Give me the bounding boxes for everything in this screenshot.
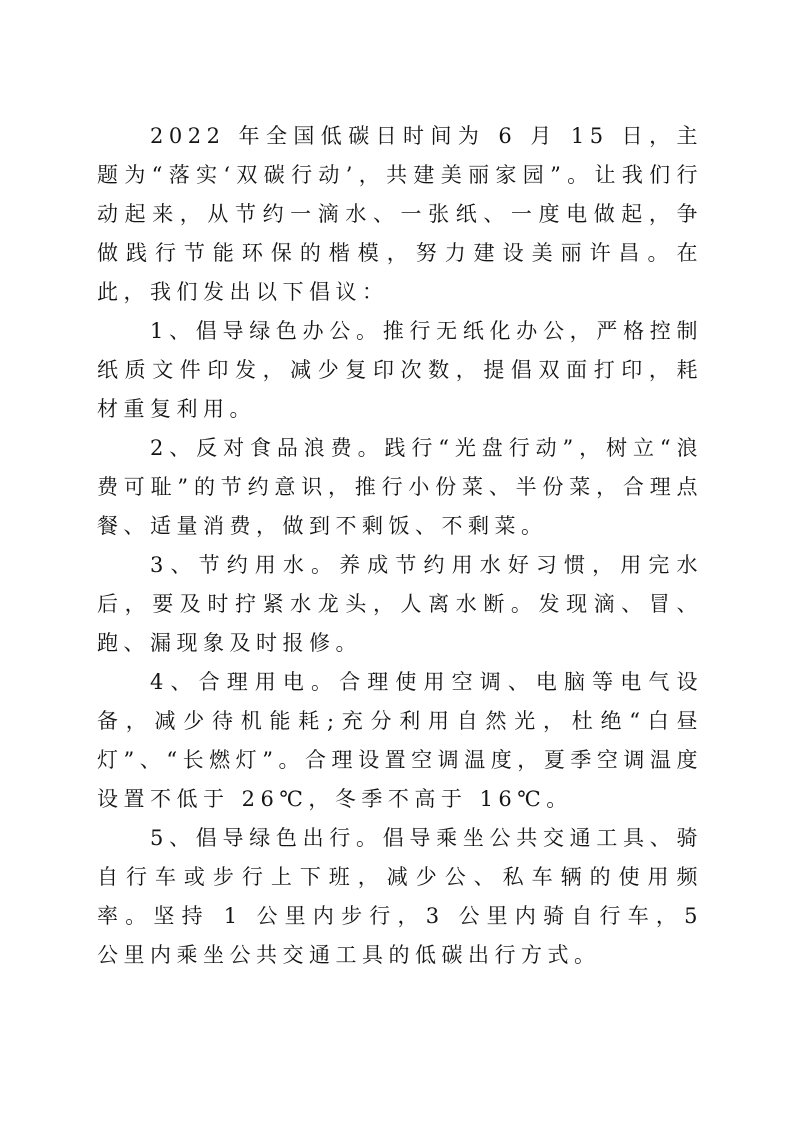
proposal-paragraph-1: 1、倡导绿色办公。推行无纸化办公，严格控制纸质文件印发，减少复印次数，提倡双面打印，耗材重复利用。 [97, 319, 703, 421]
intro-paragraph: 2022 年全国低碳日时间为 6 月 15 日，主题为“落实‘双碳行动’，共建美丽家园”。让我们行动起来，从节约一滴水、一张纸、一度电做起，争做践行节能环保的楷模，努力建设美丽许昌。在此，我们发出以下倡议： [97, 124, 703, 304]
proposal-paragraph-5: 5、倡导绿色出行。倡导乘坐公共交通工具、骑自行车或步行上下班，减少公、私车辆的使用频率。坚持 1 公里内步行，3 公里内骑自行车，5 公里内乘坐公共交通工具的低碳出行方式。 [97, 826, 703, 967]
proposal-paragraph-4: 4、合理用电。合理使用空调、电脑等电气设备，减少待机能耗;充分利用自然光，杜绝“白昼灯”、“长燃灯”。合理设置空调温度，夏季空调温度设置不低于 26℃，冬季不高于 16℃。 [97, 670, 703, 811]
document-body [97, 117, 703, 975]
proposal-paragraph-2: 2、反对食品浪费。践行“光盘行动”，树立“浪费可耻”的节约意识，推行小份菜、半份菜，合理点餐、适量消费，做到不剩饭、不剩菜。 [97, 436, 703, 538]
proposal-paragraph-3: 3、节约用水。养成节约用水好习惯，用完水后，要及时拧紧水龙头，人离水断。发现滴、冒、跑、漏现象及时报修。 [97, 553, 703, 655]
